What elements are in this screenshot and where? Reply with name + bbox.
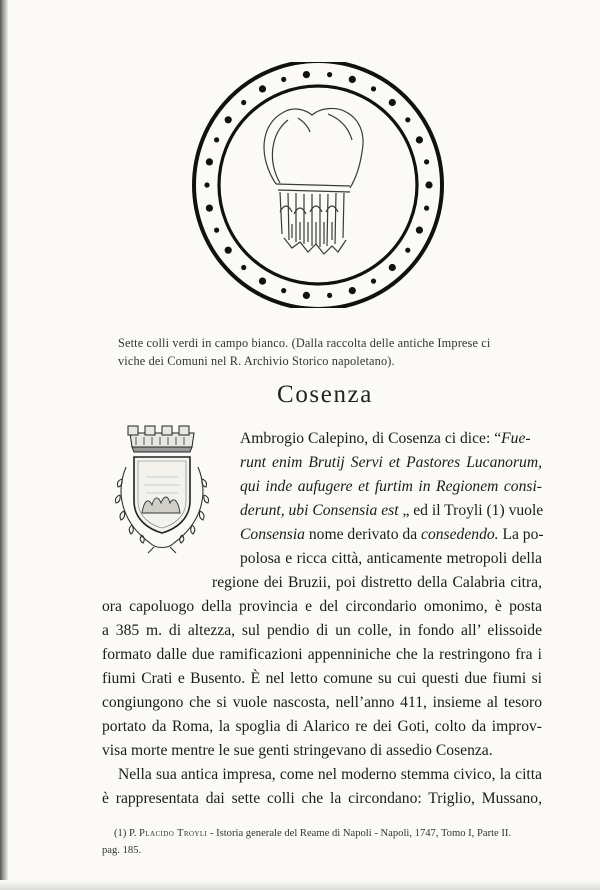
seal-dot [416, 136, 423, 143]
body-line-14: visa morte mentre le sue genti stringevano di assedio Cosenza. [102, 742, 493, 759]
caption-line-2: viche dei Comuni nel R. Archivio Storico napoletano). [118, 354, 395, 368]
seal-dot [389, 264, 396, 271]
seal-dot [424, 159, 429, 164]
seal-dot [425, 181, 432, 188]
seal-dot [206, 205, 213, 212]
page-bottom-shadow [0, 880, 600, 890]
seal-dot [349, 287, 356, 294]
seven-hills-drawing [264, 108, 363, 254]
seal-dot [204, 182, 209, 187]
footnote-line-2: pag. 185. [102, 845, 142, 856]
body-line-8: ora capoluogo della provincia e del circondario omonimo, è posta [102, 598, 542, 615]
body-line-15: Nella sua antica impresa, come nel moderno stemma civico, la citta [118, 766, 542, 783]
coat-of-arms-icon [104, 421, 220, 555]
seal-dot [241, 100, 246, 105]
seal-dot [389, 99, 396, 106]
mural-crown-icon [128, 426, 194, 452]
seal-dot [259, 278, 266, 285]
seal-dot [241, 265, 246, 270]
seal-dot [424, 206, 429, 211]
seal-emblem-illustration [188, 62, 448, 308]
body-line-3: qui inde aufugere et furtim in Regionem consi- [240, 478, 542, 495]
seal-dot [303, 71, 310, 78]
seal-dot [214, 137, 219, 142]
body-line-13: portato da Roma, la spoglia di Alarico re dei Goti, colto da improv- [102, 718, 542, 735]
seal-dot [371, 86, 376, 91]
shield-icon [134, 457, 190, 533]
seal-dot [405, 248, 410, 253]
seal-dot [206, 158, 213, 165]
footnote-line-1: (1) P. Placido Troyli - Istoria generale del Reame di Napoli - Napoli, 1747, Tomo I, Parte II. [114, 828, 512, 839]
seal-dot [327, 72, 332, 77]
body-line-9: a 385 m. di altezza, sul pendio di un colle, in fondo all’ elissoide [102, 622, 542, 639]
body-line-5: Consensia nome derivato da consedendo. La po- [240, 526, 544, 543]
body-line-2: runt enim Brutij Servi et Pastores Lucanorum, [240, 454, 542, 471]
caption-line-1: Sette colli verdi in campo bianco. (Dalla raccolta delle antiche Imprese ci [118, 336, 491, 350]
seal-dot [371, 279, 376, 284]
body-line-7: regione dei Bruzii, poi distretto della Calabria citra, [212, 574, 542, 591]
body-line-4: derunt, ubi Consensia est „ ed il Troyli (1) vuole [240, 502, 544, 519]
seal-dot [225, 116, 232, 123]
seal-dot [225, 247, 232, 254]
page-edge-shadow [0, 0, 8, 890]
seal-dot [349, 76, 356, 83]
body-line-11: fiumi Crati e Busento. È nel letto comune su cui questi due fiumi si [102, 670, 542, 687]
body-line-12: congiungono che si vuole nascosta, nell’anno 411, insieme al tesoro [102, 694, 542, 711]
seal-dot [405, 117, 410, 122]
seal-dot [327, 293, 332, 298]
seal-dot [259, 85, 266, 92]
seal-dot [281, 288, 286, 293]
seal-dot [214, 228, 219, 233]
seal-dot [416, 227, 423, 234]
seal-dot [281, 77, 286, 82]
seal-dot [303, 292, 310, 299]
body-line-10: formato dalle due ramificazioni appenniniche che la restringono fra i [102, 646, 542, 663]
page-title: Cosenza [277, 381, 373, 408]
body-line-1: Ambrogio Calepino, di Cosenza ci dice: “Fue- [240, 430, 531, 447]
body-line-6: polosa e ricca città, anticamente metropoli della [240, 550, 542, 567]
body-line-16: è rappresentata dai sette colli che la circondano: Triglio, Mussano, [102, 790, 542, 807]
